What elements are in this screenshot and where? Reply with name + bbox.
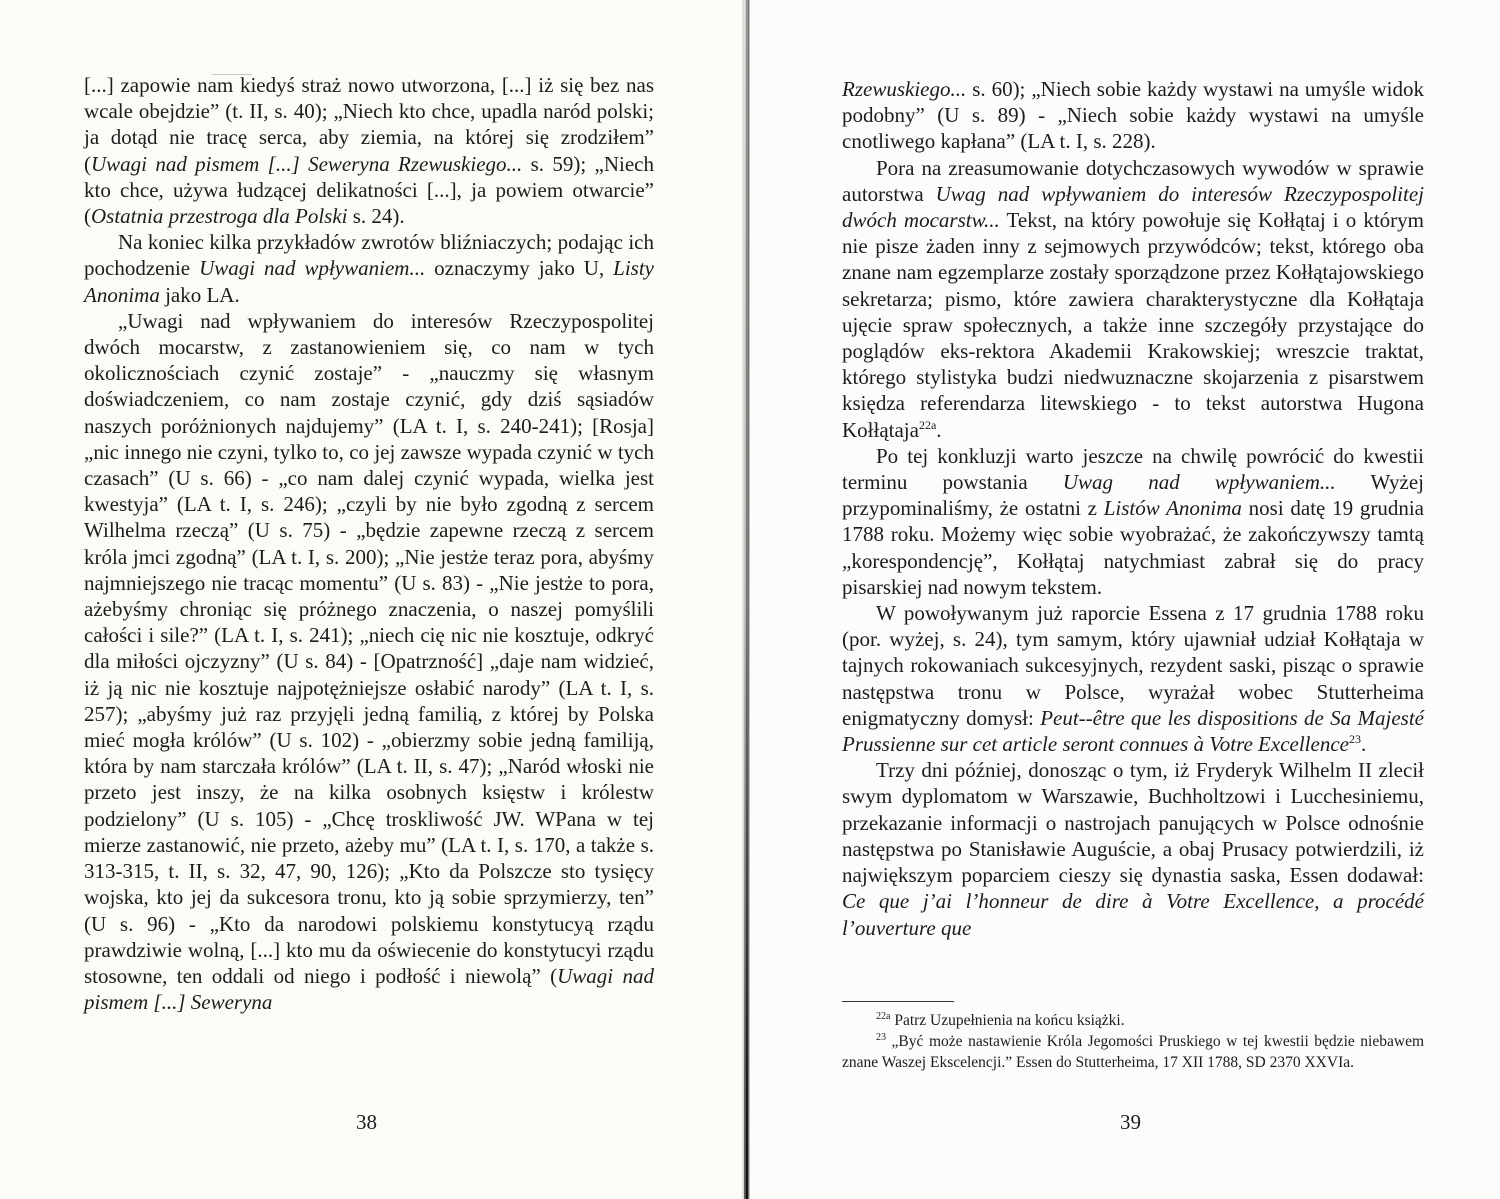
text-run: „Uwagi nad wpływaniem do interesów Rzeczypospolitej dwóch mocarstw, z zastanowieniem się, co nam w tych okolicznościach czynić zostaje” - „nauczmy się własnym doświadczeniem, co nam zostaje czynić, gdy dziś sąsiadów naszych poróżnionych najdujemy” (LA t. I, s. 240-241); [Rosja] „nic innego nie czyni, tylko to, co jej zawsze wypada czynić w tych czasach” (U s. 66) - „co nam dalej czynić wypada, wielka jest kwestyja” (LA t. I, s. 246); „czyli by nie było zgodną z sercem Wilhelma rzeczą” (U s. 75) - „będzie zapewne rzeczą z sercem króla jmci zgodną” (LA t. I, s. 200); „Nie jestże teraz pora, abyśmy najmniejszego nie tracąc momentu” (U s. 83) - „Nie jestże to pora, ażebyśmy chroniąc się próżnego znaczenia, o naszej pomyślili całości i sile?” (LA t. I, s. 241); „niech cię nic nie kosztuje, odkryć dla miłości ojczyzny” (U s. 84) - [Opatrzność] „daje nam widzieć, iż ją nic nie kosztuje najpotężniejsze osłabić narody” (LA t. I, s. 257); „abyśmy już raz przyjęli jedną familią, z której by Polska mieć mogła królów” (U s. 102) - „obierzmy sobie jedną familiją, która by nam starczała królów” (LA t. II, s. 47); „Naród włoski nie przeto jest inszy, że na kilka osobnych księstw i królestw podzielony” (U s. 105) - „Chcę troskliwość JW. WPana w tej mierze zastanowić, nie przeto, ażeby mu” (LA t. I, s. 170, a także s. 313-315, t. II, s. 32, 47, 90, 126); „Kto da Polszcze sto tysięcy wojska, kto jej da sukcesora tronu, kto ją sobie sprzymierzy, ten” (U s. 96) - „Kto da narodowi polskiemu konstytucyą rządu prawdziwie wolną, [...] kto mu da oświecenie do konstytucyi rządu stosowne, ten oddali od niego i podłość i niewolą” ( [84,308,654,988]
text-run: . [936,417,942,442]
italic-text: Peut--être que les dispositions de Sa Majesté Prussienne sur cet article seront connues à Votre Excellence [842,705,1424,757]
paragraph [842,443,1424,600]
text-run: Tekst, na który powołuje się Kołłątaj i o którym nie pisze żaden inny z sejmowych przywódców; tekst, którego oba znane nam egzemplarze zostały sporządzone przez Kołłątajowskiego sekretarza; pismo, które zawiera charakterystyczne dla Kołłątaja ujęcie spraw społecznych, a także inne szczegóły przystające do poglądów eks-rektora Akademii Krakowskiej; wreszcie traktat, którego stylistyka budzi niedwuznaczne skojarzenia z pisarstwem księdza referendarza litewskiego - to tekst autorstwa Hugona Kołłątaja [842,208,1424,442]
text-run: s. 59); „Niech kto chce, używa łudzącej delikatności [...], ja powiem otwarcie” ( [84,151,654,229]
text-run: Trzy dni później, donosząc o tym, iż Fryderyk Wilhelm II zlecił swym dyplomatom w Warszawie, Buchholtzowi i Lucchesiniemu, przekazanie informacji o nastrojach panujących w Polsce odnośnie następstwa po Stanisławie Auguście, a obaj Prusacy potwierdzili, iż największym poparciem cieszy się dynastia saska, Essen dodawał: [842,758,1424,888]
paragraph [842,155,1424,443]
text-run: Wyżej przypominaliśmy, że ostatni z [842,470,1425,521]
paragraph [84,308,654,1015]
left-page-text [84,72,654,1015]
italic-text: Uwag nad wpływaniem... [1062,470,1336,495]
book-gutter-shadow [744,0,748,1199]
italic-text: Listów Anonima [1103,496,1242,521]
text-run: s. 60); „Niech sobie każdy wystawi na umyśle widok podobny” (U s. 89) - „Niech sobie każdy wystawi na umyśle cnotliwego kapłana” (LA t. I, s. 228). [842,77,1424,154]
footnote-mark: 22a [876,1010,891,1022]
footnote-ref: 22a [918,417,937,432]
footnote-text: Patrz Uzupełnienia na końcu książki. [890,1012,1125,1029]
footnote [842,1010,1424,1031]
footnote-separator [842,1001,954,1002]
text-run: s. 24). [347,204,405,229]
text-run: oznaczymy jako U, [425,256,614,281]
text-run: W powoływanym już raporcie Essena z 17 grudnia 1788 roku (por. wyżej, s. 24), tym samym, który ujawniał udział Kołłątaja w tajnych rokowaniach sukcesyjnych, rezydent saski, pisząc o sprawie następstwa tronu w Polsce, wyrażał wobec Stutterheima enigmatyczny domysł: [842,601,1424,730]
italic-text: Uwagi nad wpływaniem... [199,256,426,281]
paragraph [842,757,1424,940]
footnotes [842,1010,1424,1073]
footnote [842,1031,1424,1073]
text-run: [...] zapowie nam kiedyś straż nowo utworzona, [...] iż się bez nas wcale obejdzie” (t. II, s. 40); „Niech kto chce, upadla naród polski; ja dotąd nie tracę serca, aby ziemia, na której się zrodziłem” ( [84,73,654,176]
left-page [0,0,746,1199]
italic-text: Listy Anonima [84,256,654,307]
page-number-left: 38 [356,1110,377,1134]
footnote-mark: 23 [876,1031,886,1043]
text-run: Po tej konkluzji warto jeszcze na chwilę powrócić do kwestii terminu powstania [842,443,1424,495]
text-run: Pora na zreasumowanie dotychczasowych wywodów w sprawie autorstwa [842,155,1424,206]
right-page-text [842,76,1424,941]
italic-text: Rzewuskiego... [842,77,967,101]
italic-text: Uwagi nad pismem [...] Seweryna [84,963,654,1015]
italic-text: Ce que j’ai l’honneur de dire à Votre Excellence, a procédé l’ouverture que [842,889,1424,940]
footnote-text: „Być może nastawienie Króla Jegomości Pruskiego w tej kwestii będzie niebawem znane Waszej Ekscelencji.” Essen do Stutterheima, 17 XII 1788, SD 2370 XXVIa. [842,1033,1424,1071]
italic-text: Ostatnia przestroga dla Polski [91,204,348,229]
text-run: nosi datę 19 grudnia 1788 roku. Możemy więc sobie wyobrażać, że zakończywszy tamtą „korespondencję”, Kołłątaj natychmiast zabrał się do pracy pisarskiej nad nowym tekstem. [842,496,1424,599]
text-run: Na koniec kilka przykładów zwrotów bliźniaczych; podając ich pochodzenie [84,230,654,281]
paragraph [84,72,654,229]
paragraph [84,229,654,308]
italic-text: Uwag nad wpływaniem do interesów Rzeczypospolitej dwóch mocarstw... [842,181,1424,233]
text-run: . [1360,732,1367,757]
footnote-ref: 23 [1348,732,1361,747]
italic-text: Uwagi nad pismem [...] Seweryna Rzewuskiego... [91,151,523,176]
page-number-right: 39 [1120,1110,1141,1134]
text-run: jako LA. [159,282,240,307]
paragraph [842,76,1424,155]
paragraph [842,600,1424,757]
